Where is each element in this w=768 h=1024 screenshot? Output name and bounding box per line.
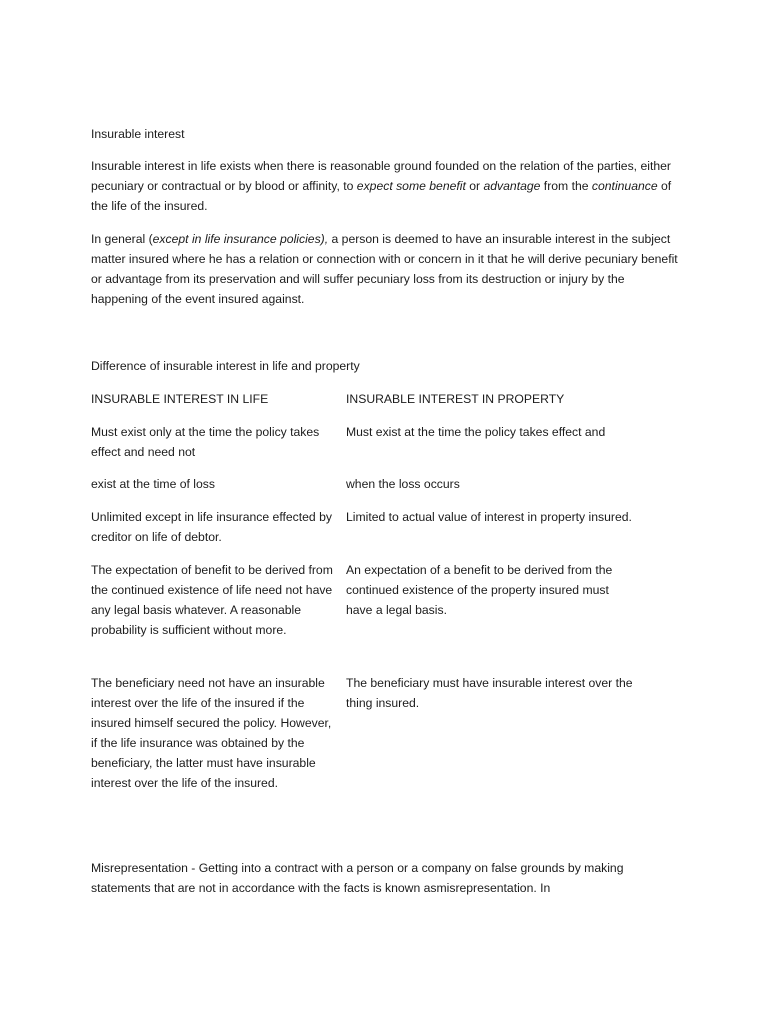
- table-cell-property: An expectation of a benefit to be derived from the continued existence of the property insured must have a legal basis.: [346, 563, 613, 617]
- para1-text-2: or: [465, 179, 484, 193]
- para1-italic-1: expect some benefit: [356, 179, 466, 193]
- para1-text-3: from the: [540, 179, 592, 193]
- paragraph-misrepresentation: [91, 858, 681, 898]
- table-cell-life: Unlimited except in life insurance effected by creditor on life of debtor.: [91, 510, 332, 544]
- table-cell-life: The beneficiary need not have an insurable interest over the life of the insured if the insured himself secured the policy. However, if the life insurance was obtained by the beneficiary, the latter must have insurable interest over the life of the insured.: [91, 676, 332, 790]
- para2-text-2: a person is deemed to have an insurable interest in the subject matter insured where he has a relation or connection with or concern in it that he will derive pecuniary benefit or advantage from its preservation and will suffer pecuniary loss from its destruction or injury by the happening of the event insured against.: [91, 232, 678, 306]
- table-cell-life: exist at the time of loss: [91, 477, 215, 491]
- para1-italic-3: continuance: [591, 179, 658, 193]
- table-cell-property: when the loss occurs: [346, 477, 460, 491]
- table-cell-property: The beneficiary must have insurable interest over the thing insured.: [346, 676, 633, 710]
- para1-text-4: of the life of the insured.: [91, 179, 672, 213]
- table-cell-property: Must exist at the time the policy takes effect and: [346, 425, 606, 439]
- para2-text-1: In general (: [91, 232, 153, 246]
- section-title: Insurable interest: [91, 127, 185, 141]
- difference-title: Difference of insurable interest in life and property: [91, 359, 360, 373]
- misrepresentation-term: Misrepresentation: [91, 861, 188, 875]
- table-header-property: INSURABLE INTEREST IN PROPERTY: [346, 392, 565, 406]
- paragraph-general: [91, 229, 681, 309]
- misrepresentation-text: - Getting into a contract with a person or a company on false grounds by making statements that are not in accordance with the facts is known asmisrepresentation. In: [91, 861, 624, 895]
- table-cell-life: Must exist only at the time the policy takes effect and need not: [91, 425, 320, 459]
- para2-italic-1: except in life insurance policies),: [152, 232, 329, 246]
- para1-italic-2: advantage: [483, 179, 541, 193]
- para1-text-1: Insurable interest in life exists when there is reasonable ground founded on the relation of the parties, either pecuniary or contractual or by blood or affinity, to: [91, 159, 671, 193]
- paragraph-insurable-interest-life: [91, 156, 681, 216]
- table-cell-property: Limited to actual value of interest in property insured.: [346, 510, 632, 524]
- table-header-life: INSURABLE INTEREST IN LIFE: [91, 392, 269, 406]
- table-cell-life: The expectation of benefit to be derived from the continued existence of life need not have any legal basis whatever. A reasonable probability is sufficient without more.: [91, 563, 333, 637]
